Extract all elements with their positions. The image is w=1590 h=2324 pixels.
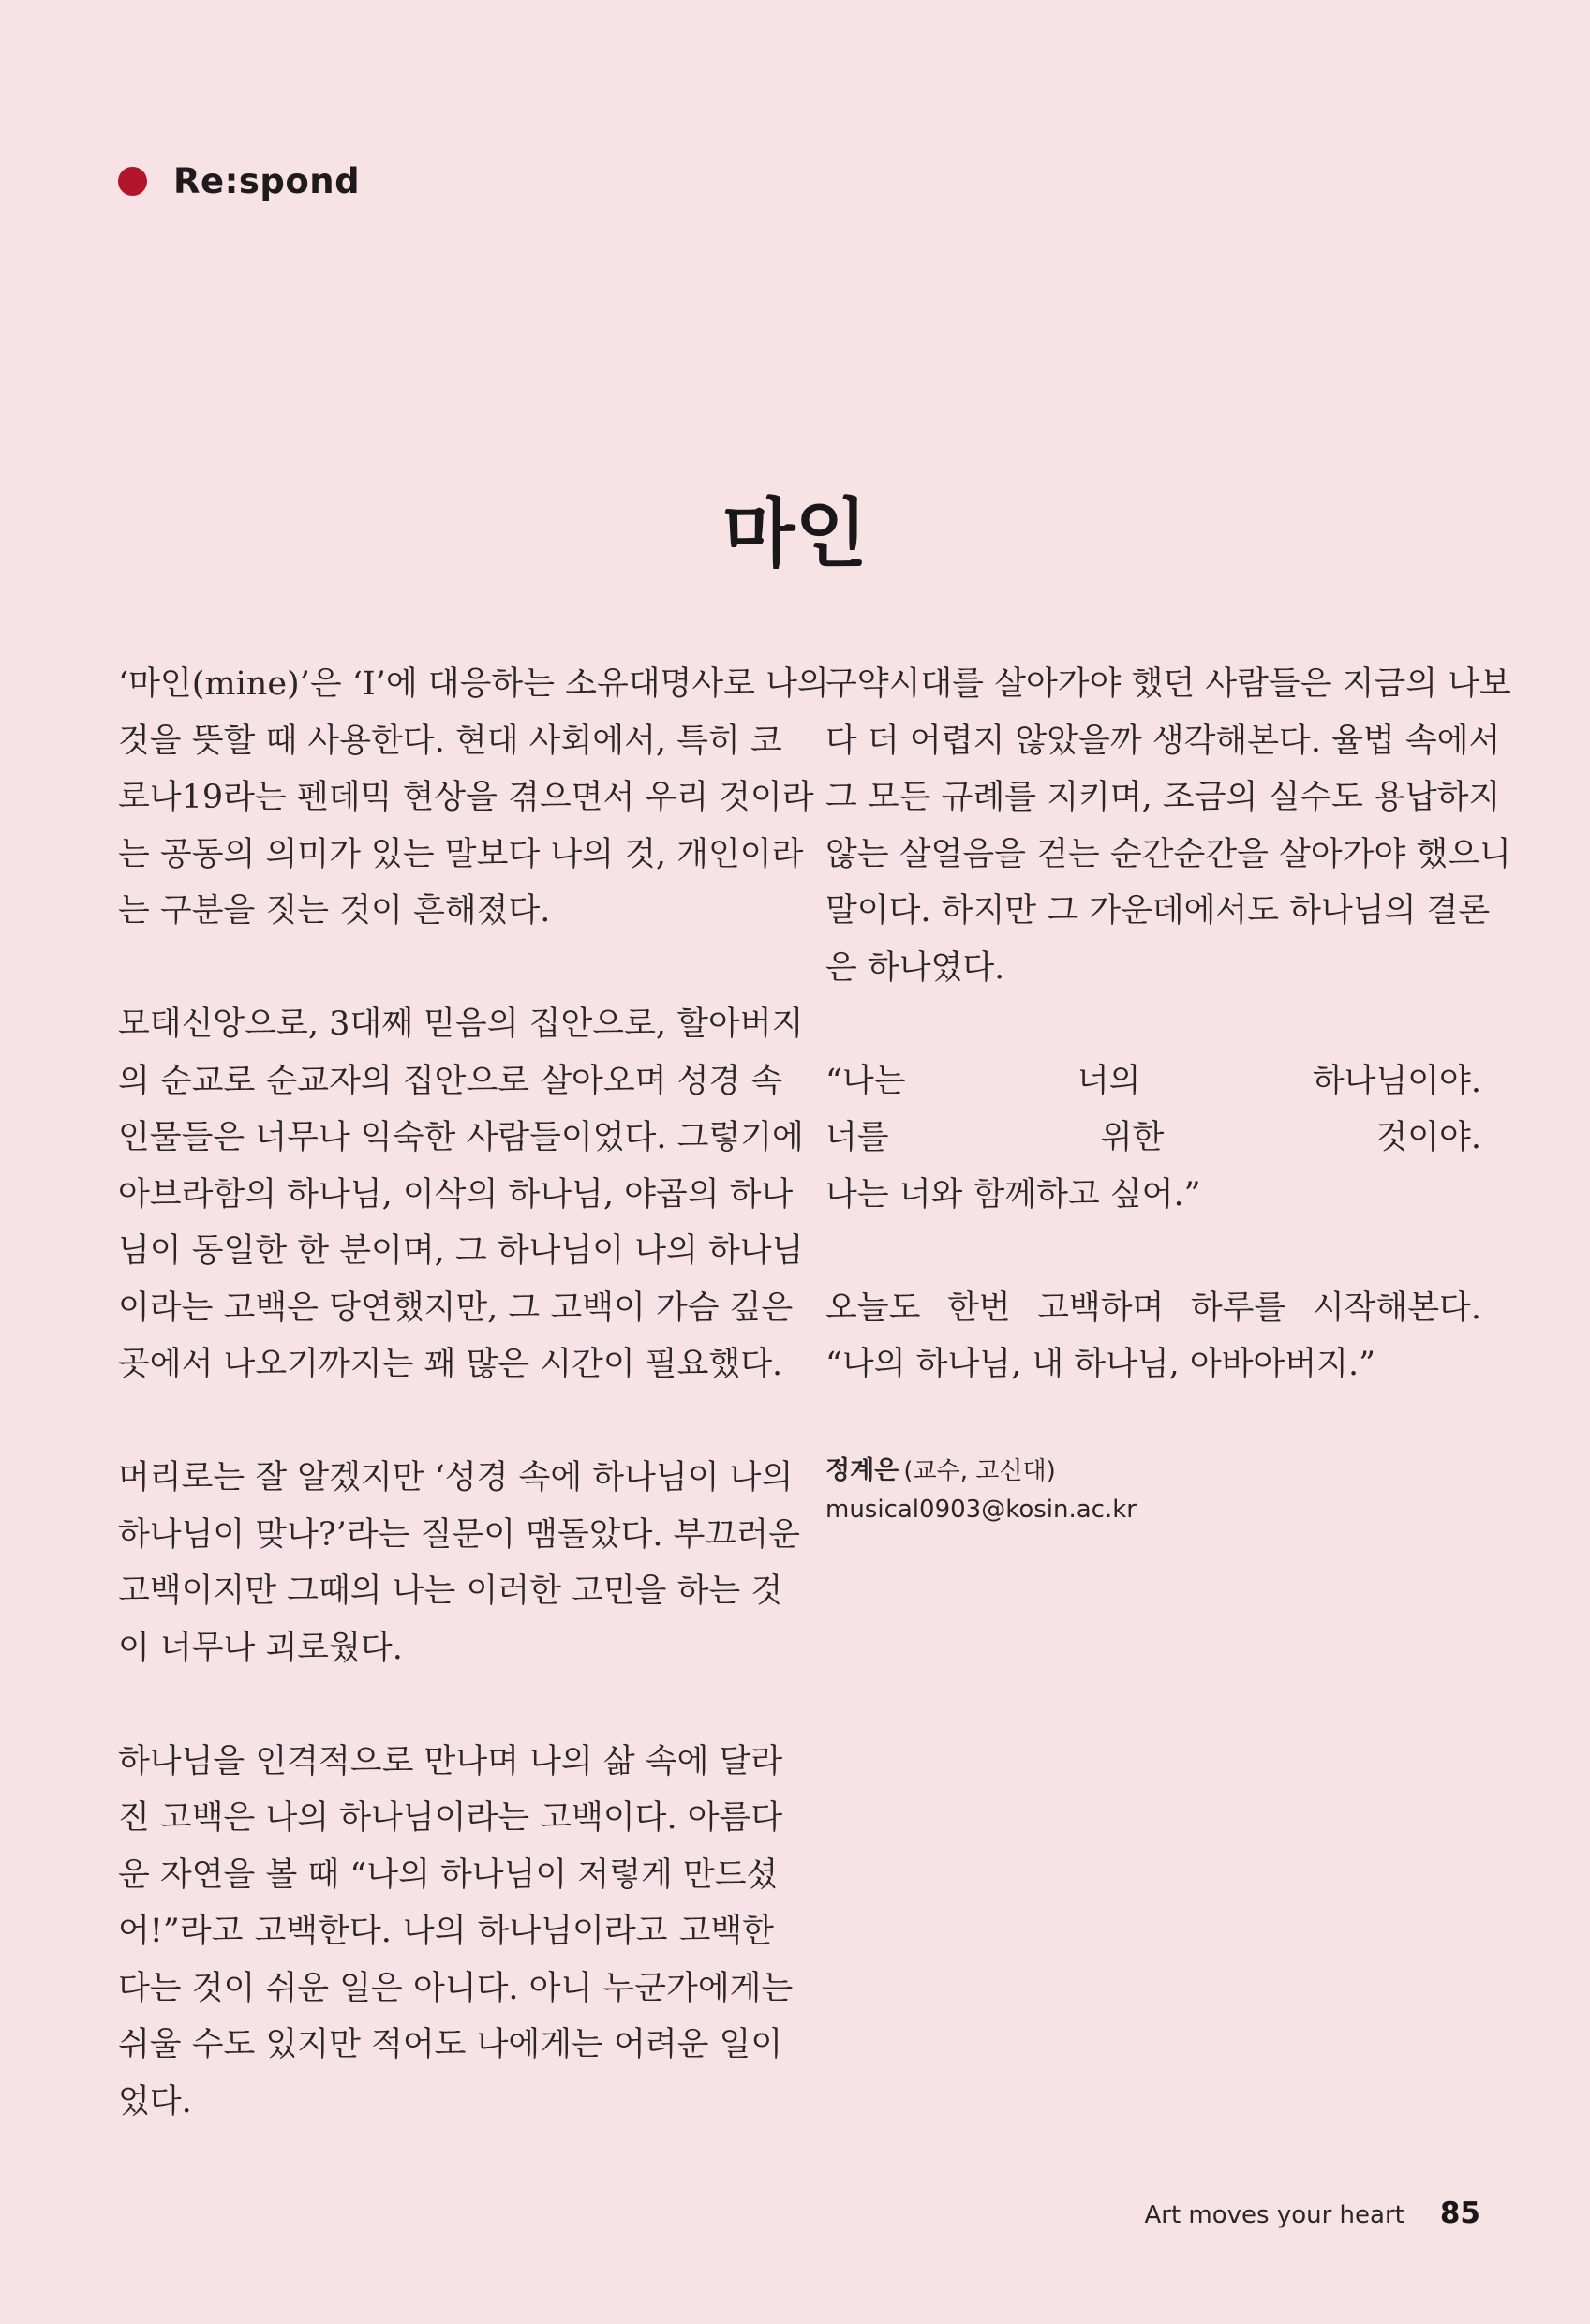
author-affiliation: (교수, 고신대) — [903, 1457, 1056, 1485]
text-line: 아브라함의 하나님, 이삭의 하나님, 야곱의 하나 — [118, 1175, 794, 1214]
text-line: 다는 것이 쉬운 일은 아니다. 아니 누군가에게는 — [118, 1969, 794, 2007]
text-line: 진 고백은 나의 하나님이라는 고백이다. 아름다 — [118, 1799, 783, 1837]
text-line: 이 너무나 괴로웠다. — [118, 1629, 403, 1667]
text-line: 는 구분을 짓는 것이 흔해졌다. — [118, 892, 551, 930]
text-line: 하나님을 인격적으로 만나며 나의 삶 속에 달라 — [118, 1742, 783, 1780]
author-email: musical0903@kosin.ac.kr — [825, 1496, 1137, 1524]
text-line: 의 순교로 순교자의 집안으로 살아오며 성경 속 — [118, 1062, 783, 1100]
section-label: Re:spond — [173, 161, 361, 201]
text-line: “나는 너의 하나님이야. — [825, 1062, 1481, 1100]
text-line: 님이 동일한 한 분이며, 그 하나님이 나의 하나님 — [118, 1232, 804, 1270]
section-header — [118, 161, 360, 201]
text-line: “나의 하나님, 내 하나님, 아바아버지.” — [825, 1346, 1376, 1383]
paragraph — [825, 656, 1511, 996]
right-column — [825, 656, 1511, 1524]
text-line: 은 하나였다. — [825, 948, 1005, 987]
paragraph — [118, 1734, 794, 2131]
text-line: ‘마인(mine)’은 ‘I’에 대응하는 소유대명사로 나의 — [118, 665, 829, 703]
paragraph — [825, 1280, 1481, 1393]
author-block — [825, 1450, 1481, 1524]
text-line: 오늘도 한번 고백하며 하루를 시작해본다. — [825, 1289, 1481, 1327]
text-line: 나는 너와 함께하고 싶어.” — [825, 1175, 1201, 1214]
text-line: 머리로는 잘 알겠지만 ‘성경 속에 하나님이 나의 — [118, 1459, 794, 1497]
text-line: 는 공동의 의미가 있는 말보다 나의 것, 개인이라 — [118, 835, 804, 873]
text-line: 너를 위한 것이야. — [825, 1119, 1481, 1156]
paragraph — [118, 996, 804, 1393]
page-footer — [1144, 2197, 1480, 2230]
text-line: 다 더 어렵지 않았을까 생각해본다. 율법 속에서 — [825, 722, 1501, 760]
text-line: 구약시대를 살아가야 했던 사람들은 지금의 나보 — [825, 665, 1511, 703]
text-line: 말이다. 하지만 그 가운데에서도 하나님의 결론 — [825, 892, 1491, 930]
paragraph — [825, 1053, 1481, 1224]
left-column — [118, 656, 829, 2187]
paragraph — [118, 656, 829, 940]
text-line: 그 모든 규례를 지키며, 조금의 실수도 용납하지 — [825, 779, 1501, 816]
paragraph — [118, 1450, 800, 1676]
text-line: 운 자연을 볼 때 “나의 하나님이 저렇게 만드셨 — [118, 1855, 779, 1894]
text-line: 하나님이 맞나?’라는 질문이 맴돌았다. 부끄러운 — [118, 1515, 800, 1554]
author-name: 정계은 — [825, 1456, 899, 1485]
bullet-dot-icon — [118, 167, 147, 196]
text-line: 것을 뜻할 때 사용한다. 현대 사회에서, 특히 코 — [118, 722, 782, 760]
text-line: 었다. — [118, 2082, 192, 2121]
text-line: 모태신앙으로, 3대째 믿음의 집안으로, 할아버지 — [118, 1006, 804, 1043]
text-line: 어!”라고 고백한다. 나의 하나님이라고 고백한 — [118, 1913, 774, 1950]
article-title: 마인 — [722, 490, 868, 577]
text-line: 않는 살얼음을 걷는 순간순간을 살아가야 했으니 — [825, 835, 1511, 873]
text-line: 고백이지만 그때의 나는 이러한 고민을 하는 것 — [118, 1572, 783, 1610]
footer-tagline: Art moves your heart — [1144, 2201, 1404, 2229]
text-line: 인물들은 너무나 익숙한 사람들이었다. 그렇기에 — [118, 1119, 804, 1156]
text-line: 로나19라는 펜데믹 현상을 겪으면서 우리 것이라 — [118, 779, 814, 816]
text-line: 이라는 고백은 당연했지만, 그 고백이 가슴 깊은 — [118, 1289, 794, 1327]
page-number: 85 — [1439, 2197, 1480, 2230]
text-line: 곳에서 나오기까지는 꽤 많은 시간이 필요했다. — [118, 1346, 783, 1383]
text-line: 쉬울 수도 있지만 적어도 나에게는 어려운 일이 — [118, 2026, 783, 2063]
